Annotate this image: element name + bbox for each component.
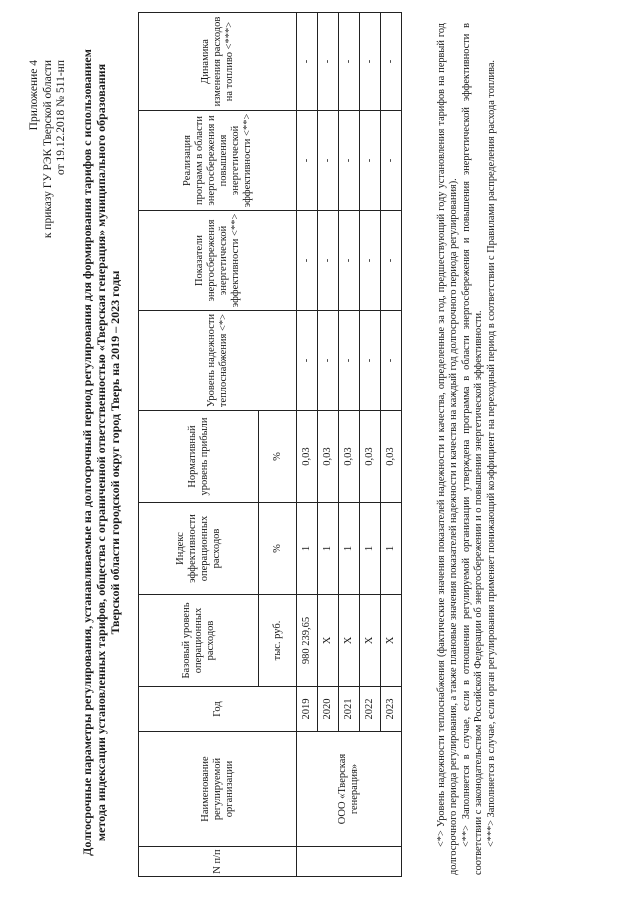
base-level-cell: 980 239,65 (297, 595, 318, 687)
unit-profit-level: % (259, 411, 297, 503)
footnote-energy-program: <**> Заполняется в случае, если в отношении регулируемой организации утверждена программа в области энергосбережения и повышения энергетической эффективности в соответствии с законодательством Российской Федерации об энергосбережении и о повышении энергетической эффективности. (460, 23, 485, 875)
reliability-cell: - (360, 311, 381, 411)
row-number-cell (297, 847, 402, 877)
title-line-2: метода индексации установленных тарифов, общества с ограниченной ответственностью «Тверская генерация» муниципального образования (94, 63, 108, 842)
energy-indicators-cell: - (381, 211, 402, 311)
fuel-dynamics-cell: - (297, 13, 318, 111)
reliability-cell: - (297, 311, 318, 411)
efficiency-index-cell: 1 (381, 503, 402, 595)
annex-order: к приказу ГУ РЭК Тверской области (41, 60, 54, 239)
efficiency-index-cell: 1 (339, 503, 360, 595)
col-header-base-level: Базовый уровень операционных расходов (139, 595, 259, 687)
energy-indicators-cell: - (360, 211, 381, 311)
reliability-cell: - (318, 311, 339, 411)
year-cell: 2022 (360, 687, 381, 732)
fuel-dynamics-cell: - (381, 13, 402, 111)
footnote-fuel: <***> Заполняется в случае, если орган регулирования применяет понижающий коэффициент на переходный период в соответствии с Правилами распределения расхода топлива. (485, 60, 497, 847)
energy-indicators-cell: - (339, 211, 360, 311)
reliability-cell: - (381, 311, 402, 411)
fuel-dynamics-cell: - (318, 13, 339, 111)
document-title (80, 40, 122, 865)
unit-base-level: тыс. руб. (259, 595, 297, 687)
col-header-year: Год (139, 687, 297, 732)
parameters-table (138, 12, 402, 877)
programs-cell: - (360, 111, 381, 211)
base-level-cell: Х (381, 595, 402, 687)
unit-efficiency-index: % (259, 503, 297, 595)
profit-level-cell: 0,03 (381, 411, 402, 503)
year-cell: 2019 (297, 687, 318, 732)
col-header-fuel-dynamics: Динамика изменения расходов на топливо <***> (139, 13, 297, 111)
profit-level-cell: 0,03 (318, 411, 339, 503)
efficiency-index-cell: 1 (360, 503, 381, 595)
base-level-cell: Х (318, 595, 339, 687)
programs-cell: - (381, 111, 402, 211)
organization-name-cell: ООО «Тверская генерация» (297, 732, 402, 847)
title-line-3: Тверской области городской округ город Тверь на 2019 – 2023 годы (108, 270, 122, 635)
profit-level-cell: 0,03 (360, 411, 381, 503)
footnotes (436, 23, 498, 875)
energy-indicators-cell: - (297, 211, 318, 311)
energy-indicators-cell: - (318, 211, 339, 311)
efficiency-index-cell: 1 (297, 503, 318, 595)
base-level-cell: Х (360, 595, 381, 687)
col-header-reliability: Уровень надежности теплоснабжения <*> (139, 311, 297, 411)
reliability-cell: - (339, 311, 360, 411)
efficiency-index-cell: 1 (318, 503, 339, 595)
col-header-programs: Реализация программ в области энергосбережения и повышения энергетической эффективности <**> (139, 111, 297, 211)
programs-cell: - (297, 111, 318, 211)
col-header-organization: Наименование регулируемой организации (139, 732, 297, 847)
annex-date: от 19.12.2018 № 511-нп (55, 60, 67, 175)
annex-number: Приложение 4 (28, 60, 40, 131)
footnote-reliability: <*> Уровень надежности теплоснабжения (фактические значения показателей надежности и качества, определенные за год, предшествующий году установления тарифов на первый год долгосрочного периода регулирования, а также плановые значения показателей надежности и качества на каждый год долгосрочного периода регулирования). (436, 23, 460, 875)
col-header-efficiency-index: Индекс эффективности операционных расходов (139, 503, 259, 595)
col-header-number: N п/п (139, 847, 297, 877)
table-row (297, 13, 318, 877)
annex-reference (28, 60, 69, 320)
base-level-cell: Х (339, 595, 360, 687)
profit-level-cell: 0,03 (339, 411, 360, 503)
year-cell: 2021 (339, 687, 360, 732)
year-cell: 2023 (381, 687, 402, 732)
fuel-dynamics-cell: - (339, 13, 360, 111)
col-header-profit-level: Нормативный уровень прибыли (139, 411, 259, 503)
profit-level-cell: 0,03 (297, 411, 318, 503)
year-cell: 2020 (318, 687, 339, 732)
fuel-dynamics-cell: - (360, 13, 381, 111)
col-header-energy-indicators: Показатели энергосбережения энергетической эффективности <**> (139, 211, 297, 311)
programs-cell: - (318, 111, 339, 211)
header-row (139, 13, 259, 877)
programs-cell: - (339, 111, 360, 211)
title-line-1: Долгосрочные параметры регулирования, устанавливаемые на долгосрочный период регулирования для формирования тарифов с использованием (80, 49, 94, 856)
